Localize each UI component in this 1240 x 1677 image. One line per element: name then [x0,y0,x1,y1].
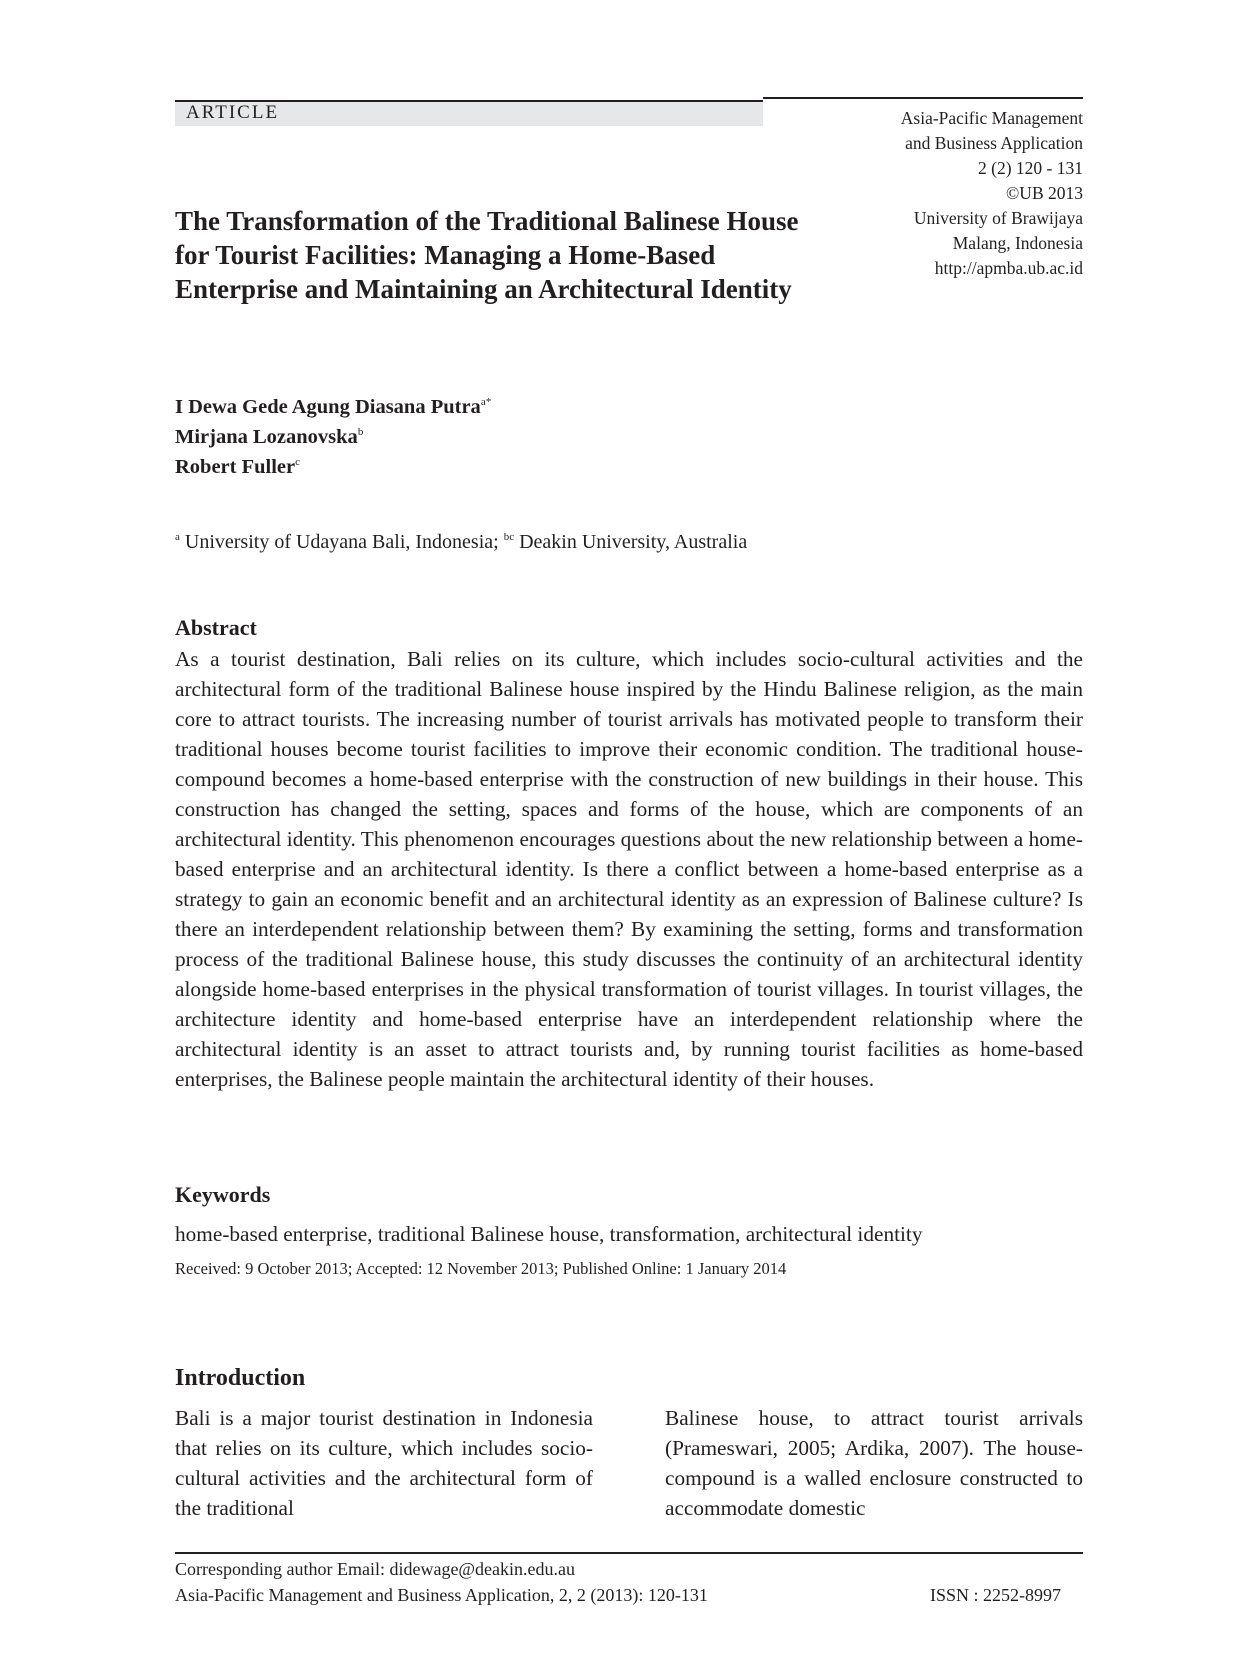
journal-line: ©UB 2013 [1006,183,1083,203]
author: Robert Fuller$^c$ [175,456,301,478]
title-line: for Tourist Facilities: Managing a Home-Based [175,240,716,270]
title-line: The Transformation of the Traditional Balinese House [175,206,799,236]
footer-citation: Asia-Pacific Management and Business Application, 2, 2 (2013): 120-131 [175,1585,708,1605]
abstract-text: As a tourist destination, Bali relies on its culture, which includes socio-cultural activities and the architectural form of the traditional Balinese house inspired by the Hindu Balinese religion, as the main core to attract tourists. The increasing number of tourist arrivals has motivated people to transform their traditional houses become tourist facilities to improve their economic condition. The traditional house-compound becomes a home-based enterprise with the construction of new buildings in their house. This construction has changed the setting, spaces and forms of the house, which are components of an architectural identity. This phenomenon encourages questions about the new relationship between a home-based enterprise and an architectural identity. Is there a conflict between a home-based enterprise as a strategy to gain an economic benefit and an architectural identity as an expression of Balinese culture? Is there an interdependent relationship between them? By examining the setting, forms and transformation process of the traditional Balinese house, this study discusses the continuity of an architectural identity alongside home-based enterprises in the physical transformation of tourist villages. In tourist villages, the architecture identity and home-based enterprise have an interdependent relationship where the architectural identity is an asset to attract tourists and, by running tourist facilities as home-based enterprises, the Balinese people maintain the architectural identity of their houses. [175,647,1083,1091]
title-line: Enterprise and Maintaining an Architectural Identity [175,274,792,304]
author-affiliation-mark: a* [480,396,492,408]
paper-title [175,204,855,306]
affiliations: $^a$ University of Udayana Bali, Indonesia; $^{bc}$ Deakin University, Australia [175,531,748,553]
introduction-right-column: Balinese house, to attract tourist arrivals (Prameswari, 2005; Ardika, 2007). The house-compound is a walled enclosure constructed to accommodate domestic [665,1406,1083,1520]
author: I Dewa Gede Agung Diasana Putra$^{a*}$ [175,396,492,418]
publication-dates: Received: 9 October 2013; Accepted: 12 November 2013; Published Online: 1 January 2014 [175,1259,787,1278]
journal-line: 2 (2) 120 - 131 [978,158,1083,178]
keywords-text: home-based enterprise, traditional Balinese house, transformation, architectural identity [175,1222,923,1246]
corresponding-author-email[interactable]: Corresponding author Email: didewage@deakin.edu.au [175,1559,575,1579]
header-rule [763,97,1083,99]
journal-info [850,106,1083,281]
article-label: ARTICLE [186,102,280,123]
journal-url[interactable]: http://apmba.ub.ac.id [934,258,1083,278]
introduction-heading: Introduction [175,1365,306,1391]
footer-rule [175,1552,1083,1554]
journal-line: University of Brawijaya [913,208,1083,228]
journal-line: Malang, Indonesia [952,233,1083,253]
abstract-heading: Abstract [175,615,257,640]
author-affiliation-mark: c [295,456,301,468]
author-list [175,392,491,482]
journal-line: and Business Application [905,133,1083,153]
author: Mirjana Lozanovska$^b$ [175,426,364,448]
author-affiliation-mark: b [357,426,364,438]
journal-line: Asia-Pacific Management [900,108,1083,128]
footer-issn: ISSN : 2252-8997 [930,1585,1062,1605]
introduction-left-column: Bali is a major tourist destination in Indonesia that relies on its culture, which includes socio-cultural activities and the architectural form of the traditional [175,1406,593,1520]
keywords-heading: Keywords [175,1182,271,1207]
